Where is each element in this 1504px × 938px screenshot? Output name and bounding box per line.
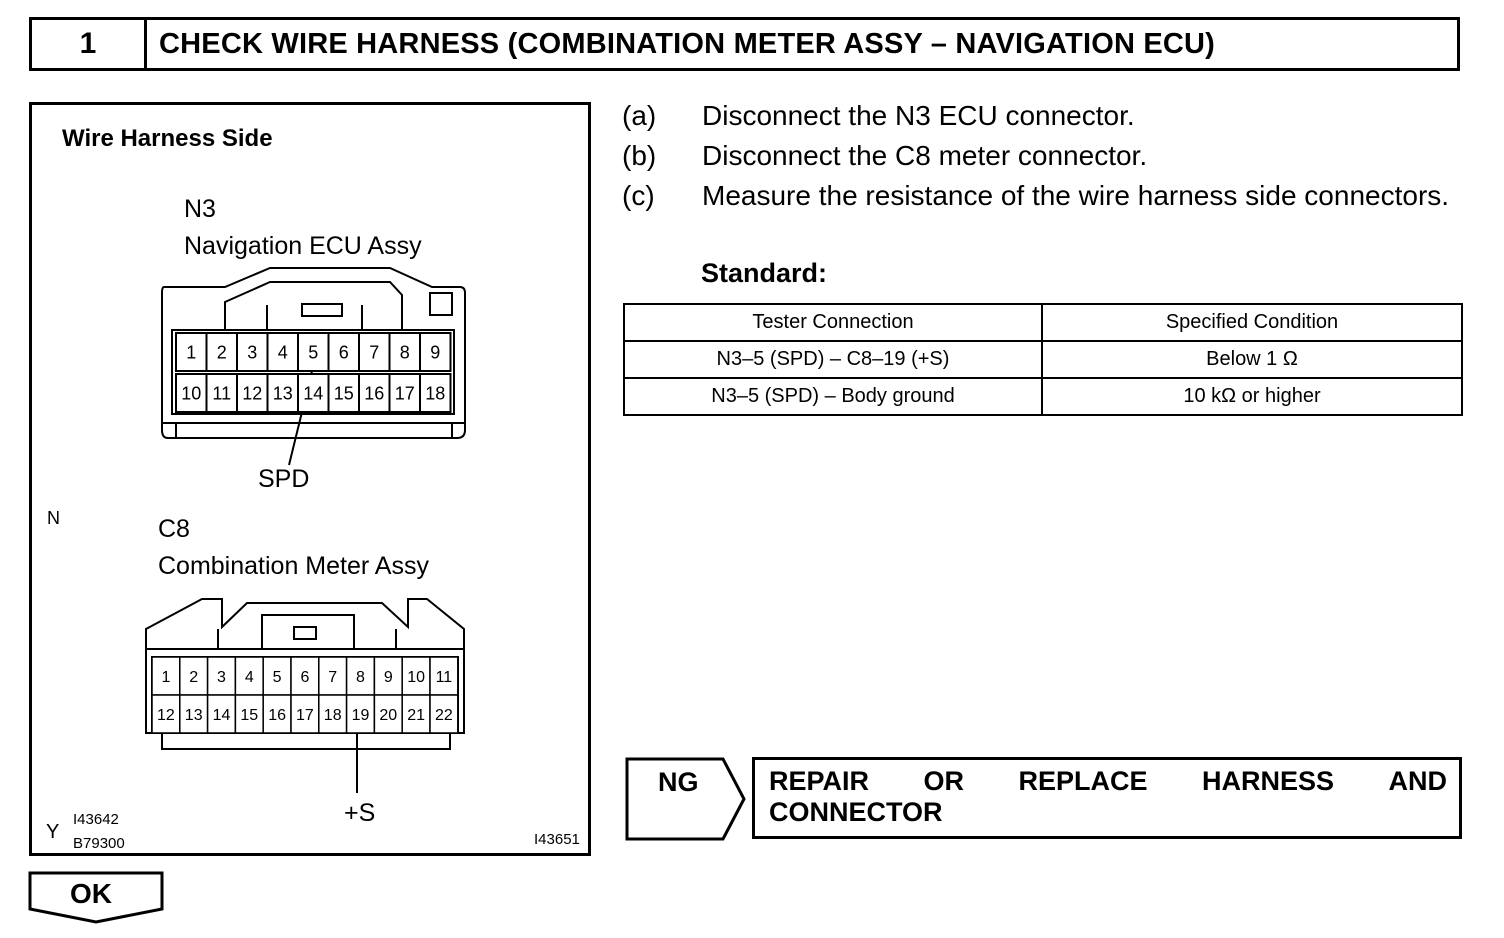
pin-number: 4 xyxy=(244,668,254,686)
table-cell: 10 kΩ or higher xyxy=(1042,378,1462,415)
instruction-steps xyxy=(622,96,1467,216)
pin-number: 10 xyxy=(181,383,202,404)
pin-number: 12 xyxy=(242,383,263,404)
connector-diagram xyxy=(32,105,594,859)
pin-number: 4 xyxy=(277,342,288,363)
pin-number: 6 xyxy=(300,668,310,686)
table-row xyxy=(624,341,1462,378)
table-cell: Below 1 Ω xyxy=(1042,341,1462,378)
table-cell: N3–5 (SPD) – C8–19 (+S) xyxy=(624,341,1042,378)
c8-connector-code: C8 xyxy=(158,515,190,543)
pin-number: 16 xyxy=(364,383,385,404)
ng-action-box xyxy=(752,757,1462,839)
pin-number: 10 xyxy=(407,668,425,686)
wire-harness-figure xyxy=(29,102,591,856)
figure-heading: Wire Harness Side xyxy=(62,125,273,152)
step-letter: (b) xyxy=(622,140,657,171)
figure-code-3: I43651 xyxy=(534,831,580,848)
pin-number: 16 xyxy=(268,706,286,724)
pin-number: 12 xyxy=(157,706,175,724)
plus-s-label: +S xyxy=(344,799,376,827)
n3-connector-code: N3 xyxy=(184,195,216,223)
pin-number: 17 xyxy=(296,706,314,724)
step-number: 1 xyxy=(32,20,147,68)
pin-number: 7 xyxy=(328,668,338,686)
ng-action-line2: CONNECTOR xyxy=(769,797,943,827)
step-letter: (c) xyxy=(622,180,655,211)
pin-number: 15 xyxy=(333,383,354,404)
figure-code-2: B79300 xyxy=(73,835,125,852)
c8-connector-name: Combination Meter Assy xyxy=(158,552,429,580)
ng-word: REPAIR xyxy=(769,766,870,796)
pin-number: 13 xyxy=(184,706,203,724)
side-letter-y: Y xyxy=(46,821,60,843)
standard-label: Standard: xyxy=(701,258,828,288)
pin-number: 2 xyxy=(216,342,227,363)
pin-number: 8 xyxy=(399,342,410,363)
ng-word: AND xyxy=(1388,766,1447,796)
standard-table xyxy=(623,303,1463,416)
spd-label: SPD xyxy=(258,465,310,493)
pin-number: 1 xyxy=(186,342,197,363)
n3-connector-name: Navigation ECU Assy xyxy=(184,232,422,260)
step-c xyxy=(622,176,1467,216)
figure-code-1: I43642 xyxy=(73,811,119,828)
step-header xyxy=(29,17,1460,71)
pin-number: 6 xyxy=(338,342,349,363)
pin-number: 9 xyxy=(430,342,441,363)
pin-number: 20 xyxy=(379,706,398,724)
pin-number: 11 xyxy=(212,383,232,404)
pin-number: 8 xyxy=(356,668,365,686)
pin-number: 17 xyxy=(394,383,415,404)
column-header: Tester Connection xyxy=(624,304,1042,341)
table-cell: N3–5 (SPD) – Body ground xyxy=(624,378,1042,415)
pin-number: 18 xyxy=(323,706,342,724)
step-text: Disconnect the N3 ECU connector. xyxy=(702,100,1135,131)
ng-label: NG xyxy=(658,767,699,797)
step-b xyxy=(622,136,1467,176)
pin-number: 9 xyxy=(383,668,393,686)
pin-number: 3 xyxy=(217,668,226,686)
pin-number: 18 xyxy=(425,383,446,404)
step-a xyxy=(622,96,1467,136)
ng-word: OR xyxy=(923,766,964,796)
pin-number: 15 xyxy=(240,706,259,724)
pin-number: 22 xyxy=(435,706,453,724)
step-text: Disconnect the C8 meter connector. xyxy=(702,140,1148,171)
pin-number: 13 xyxy=(272,383,293,404)
column-header: Specified Condition xyxy=(1042,304,1462,341)
n3-latch xyxy=(225,282,402,330)
ng-action-line1 xyxy=(769,766,1447,797)
pin-number: 5 xyxy=(308,342,319,363)
pin-number: 21 xyxy=(407,706,425,724)
step-text: Measure the resistance of the wire harness side connectors. xyxy=(702,180,1450,211)
pin-number: 2 xyxy=(189,668,199,686)
table-header-row xyxy=(624,304,1462,341)
pin-number: 14 xyxy=(212,706,231,724)
pin-number: 5 xyxy=(272,668,282,686)
pin-number: 3 xyxy=(247,342,258,363)
pin-number: 11 xyxy=(435,668,453,686)
table-row xyxy=(624,378,1462,415)
ng-word: REPLACE xyxy=(1018,766,1148,796)
pin-number: 14 xyxy=(303,383,324,404)
side-letter-n: N xyxy=(47,508,60,528)
ok-label: OK xyxy=(70,878,112,909)
step-letter: (a) xyxy=(622,100,657,131)
step-title: CHECK WIRE HARNESS (COMBINATION METER ASSY – NAVIGATION ECU) xyxy=(159,27,1216,60)
pin-number: 19 xyxy=(351,706,370,724)
ng-word: HARNESS xyxy=(1201,766,1335,796)
pin-number: 1 xyxy=(161,668,171,686)
pin-number: 7 xyxy=(369,342,380,363)
